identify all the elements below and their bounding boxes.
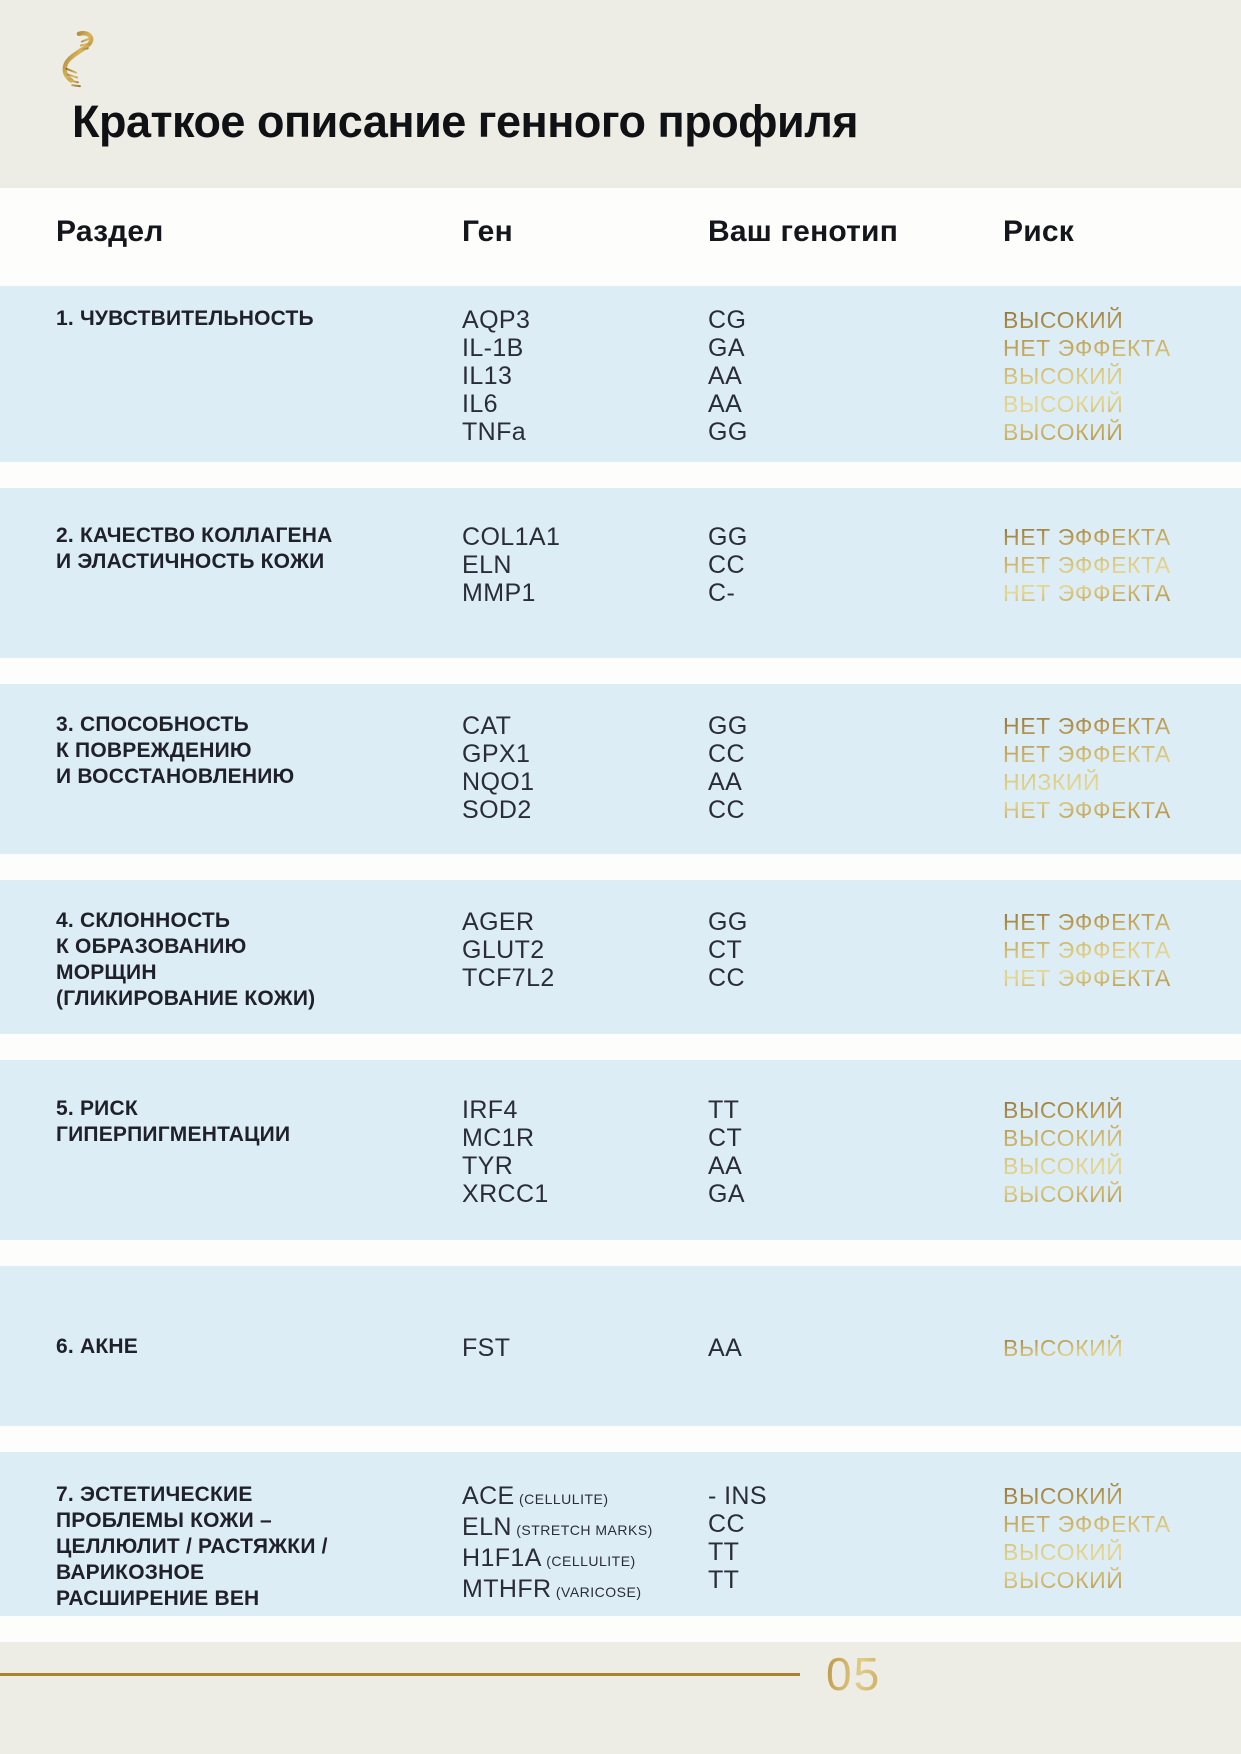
column-header-section: Раздел — [56, 215, 164, 248]
genotype-value: TT — [708, 1538, 740, 1566]
gene-name: MTHFR (VARICOSE) — [462, 1575, 642, 1603]
risk-value: ВЫСОКИЙ — [1003, 1567, 1124, 1593]
genotype-value: AA — [708, 1334, 743, 1362]
section-title-line: 3. СПОСОБНОСТЬ — [56, 713, 249, 736]
profile-section — [0, 488, 1241, 658]
genotype-value: AA — [708, 362, 743, 390]
gene-name: TCF7L2 — [462, 964, 555, 992]
section-title-line: 5. РИСК — [56, 1097, 138, 1120]
section-title-line: РАСШИРЕНИЕ ВЕН — [56, 1587, 260, 1610]
section-title-line: И ВОССТАНОВЛЕНИЮ — [56, 765, 295, 788]
risk-value: НЕТ ЭФФЕКТА — [1003, 937, 1171, 963]
page-number: 05 — [826, 1648, 882, 1700]
table-header-row — [0, 188, 1241, 286]
genotype-list — [708, 523, 1003, 607]
gene-name: TYR — [462, 1152, 514, 1180]
genotype-list — [708, 1334, 1003, 1362]
risk-list — [1003, 523, 1221, 607]
risk-value: НЕТ ЭФФЕКТА — [1003, 580, 1171, 606]
section-title — [56, 712, 462, 790]
risk-value: НЕТ ЭФФЕКТА — [1003, 1511, 1171, 1537]
gene-list — [462, 306, 708, 446]
genotype-value: GG — [708, 523, 748, 551]
gene-list — [462, 1334, 708, 1362]
gene-name: XRCC1 — [462, 1180, 549, 1208]
genotype-value: GG — [708, 908, 748, 936]
risk-value: НЕТ ЭФФЕКТА — [1003, 335, 1171, 361]
section-title-line: (ГЛИКИРОВАНИЕ КОЖИ) — [56, 987, 316, 1010]
risk-value: ВЫСОКИЙ — [1003, 363, 1124, 389]
gene-name: ELN (STRETCH MARKS) — [462, 1513, 653, 1541]
section-title — [56, 1482, 462, 1612]
risk-value: НЕТ ЭФФЕКТА — [1003, 909, 1171, 935]
risk-value: ВЫСОКИЙ — [1003, 419, 1124, 445]
profile-section — [0, 1060, 1241, 1240]
risk-value: ВЫСОКИЙ — [1003, 307, 1124, 333]
gene-name: GPX1 — [462, 740, 531, 768]
profile-section — [0, 1452, 1241, 1616]
gene-name: IL6 — [462, 390, 498, 418]
gene-name: ACE (CELLULITE) — [462, 1482, 609, 1510]
gene-name: ELN — [462, 551, 512, 579]
gene-name: H1F1A (CELLULITE) — [462, 1544, 636, 1572]
gene-name: FST — [462, 1334, 511, 1362]
section-title-line: К ПОВРЕЖДЕНИЮ — [56, 739, 252, 762]
risk-value: ВЫСОКИЙ — [1003, 1181, 1124, 1207]
gene-name: MMP1 — [462, 579, 536, 607]
gene-list — [462, 712, 708, 824]
risk-list — [1003, 1482, 1221, 1594]
risk-value: НИЗКИЙ — [1003, 769, 1101, 795]
column-header-risk: Риск — [1003, 215, 1074, 248]
gene-name: AQP3 — [462, 306, 531, 334]
risk-list — [1003, 1096, 1221, 1208]
gene-note: (VARICOSE) — [551, 1584, 642, 1600]
section-title-line: ЦЕЛЛЮЛИТ / РАСТЯЖКИ / — [56, 1535, 328, 1558]
profile-section — [0, 1266, 1241, 1426]
risk-value: НЕТ ЭФФЕКТА — [1003, 713, 1171, 739]
page-footer — [0, 1642, 1241, 1754]
genotype-list — [708, 306, 1003, 446]
section-title-line: 2. КАЧЕСТВО КОЛЛАГЕНА — [56, 524, 333, 547]
risk-value: НЕТ ЭФФЕКТА — [1003, 965, 1171, 991]
genotype-list — [708, 712, 1003, 824]
gene-name: IL13 — [462, 362, 513, 390]
gene-note: (CELLULITE) — [514, 1491, 609, 1507]
risk-list — [1003, 712, 1221, 824]
section-title-line: 7. ЭСТЕТИЧЕСКИЕ — [56, 1483, 253, 1506]
genotype-value: GG — [708, 418, 748, 446]
genotype-value: CC — [708, 551, 745, 579]
gene-name: COL1A1 — [462, 523, 561, 551]
genotype-list — [708, 1096, 1003, 1208]
genotype-list — [708, 908, 1003, 992]
genotype-value: TT — [708, 1566, 740, 1594]
section-title — [56, 1334, 462, 1360]
risk-value: ВЫСОКИЙ — [1003, 1335, 1124, 1361]
risk-value: ВЫСОКИЙ — [1003, 1153, 1124, 1179]
page-title: Краткое описание генного профиля — [72, 96, 859, 147]
risk-value: ВЫСОКИЙ — [1003, 1539, 1124, 1565]
section-title-line: 1. ЧУВСТВИТЕЛЬНОСТЬ — [56, 307, 314, 330]
profile-section — [0, 684, 1241, 854]
genotype-value: GA — [708, 1180, 745, 1208]
risk-list — [1003, 1334, 1221, 1362]
risk-value: НЕТ ЭФФЕКТА — [1003, 552, 1171, 578]
gene-note: (STRETCH MARKS) — [511, 1522, 653, 1538]
gene-list — [462, 1482, 708, 1606]
gene-name: NQO1 — [462, 768, 535, 796]
gene-list — [462, 1096, 708, 1208]
risk-value: ВЫСОКИЙ — [1003, 391, 1124, 417]
gold-dna-helix-icon — [54, 30, 102, 92]
risk-value: НЕТ ЭФФЕКТА — [1003, 524, 1171, 550]
genotype-value: CC — [708, 1510, 745, 1538]
gene-note: (CELLULITE) — [541, 1553, 636, 1569]
section-title — [56, 1096, 462, 1148]
genotype-value: CC — [708, 740, 745, 768]
profile-section — [0, 286, 1241, 462]
section-title — [56, 523, 462, 575]
genotype-value: GA — [708, 334, 745, 362]
genotype-value: TT — [708, 1096, 740, 1124]
gene-name: TNFa — [462, 418, 527, 446]
genotype-value: CT — [708, 936, 743, 964]
section-title — [56, 306, 462, 332]
column-header-gene: Ген — [462, 215, 513, 248]
gene-list — [462, 908, 708, 992]
footer-divider-line — [0, 1673, 800, 1676]
gene-list — [462, 523, 708, 607]
section-title-line: ГИПЕРПИГМЕНТАЦИИ — [56, 1123, 291, 1146]
genotype-value: C- — [708, 579, 736, 607]
risk-value: НЕТ ЭФФЕКТА — [1003, 797, 1171, 823]
risk-value: ВЫСОКИЙ — [1003, 1125, 1124, 1151]
profile-section — [0, 880, 1241, 1034]
genotype-value: - INS — [708, 1482, 767, 1510]
column-header-genotype: Ваш генотип — [708, 215, 899, 248]
section-title-line: 4. СКЛОННОСТЬ — [56, 909, 231, 932]
genotype-value: CC — [708, 796, 745, 824]
section-title — [56, 908, 462, 1012]
gene-name: IL-1B — [462, 334, 524, 362]
section-title-line: И ЭЛАСТИЧНОСТЬ КОЖИ — [56, 550, 325, 573]
risk-list — [1003, 306, 1221, 446]
genotype-list — [708, 1482, 1003, 1594]
gene-name: AGER — [462, 908, 535, 936]
section-title-line: ВАРИКОЗНОЕ — [56, 1561, 205, 1584]
gene-name: CAT — [462, 712, 512, 740]
gene-name: SOD2 — [462, 796, 532, 824]
risk-value: НЕТ ЭФФЕКТА — [1003, 741, 1171, 767]
page-header — [0, 0, 1241, 188]
genotype-value: CC — [708, 964, 745, 992]
genotype-value: AA — [708, 1152, 743, 1180]
gene-profile-table — [0, 286, 1241, 1616]
risk-list — [1003, 908, 1221, 992]
section-title-line: ПРОБЛЕМЫ КОЖИ – — [56, 1509, 272, 1532]
genotype-value: AA — [708, 390, 743, 418]
section-title-line: МОРЩИН — [56, 961, 157, 984]
gene-name: MC1R — [462, 1124, 535, 1152]
genotype-value: GG — [708, 712, 748, 740]
section-title-line: 6. АКНЕ — [56, 1335, 138, 1358]
genotype-value: AA — [708, 768, 743, 796]
section-title-line: К ОБРАЗОВАНИЮ — [56, 935, 247, 958]
gene-name: GLUT2 — [462, 936, 545, 964]
genotype-value: CT — [708, 1124, 743, 1152]
risk-value: ВЫСОКИЙ — [1003, 1483, 1124, 1509]
genotype-value: CG — [708, 306, 747, 334]
risk-value: ВЫСОКИЙ — [1003, 1097, 1124, 1123]
gene-name: IRF4 — [462, 1096, 518, 1124]
